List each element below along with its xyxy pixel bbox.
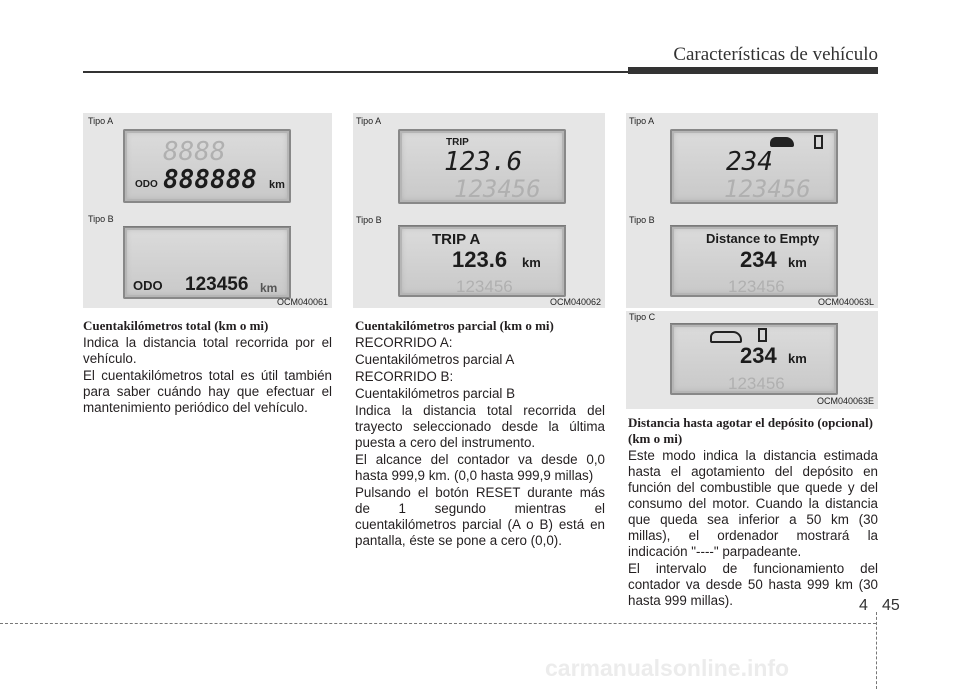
lcd-rule — [670, 225, 838, 226]
lcd-display — [670, 129, 838, 204]
section-heading: Cuentakilómetros total (km o mi) — [83, 318, 269, 333]
figure-odometer — [83, 113, 332, 308]
lcd-dte-digits: 234 — [740, 247, 777, 272]
footer-rule — [0, 623, 876, 624]
figure-label: Tipo A — [88, 116, 114, 126]
lcd-odo-label: ODO — [135, 179, 158, 190]
lcd-odo-label: ODO — [133, 278, 163, 293]
lcd-unit: km — [260, 281, 278, 295]
figure-code: OCM040063E — [816, 396, 874, 406]
paragraph: RECORRIDO A: — [355, 335, 453, 350]
section-title: Características de vehículo — [673, 44, 878, 65]
lcd-dte-digits: 234 — [726, 147, 773, 177]
figure-code: OCM040061 — [276, 297, 328, 307]
lcd-display — [398, 225, 566, 297]
column-distance-to-empty — [628, 415, 878, 610]
paragraph: Este modo indica la distancia estimada hasta el agotamiento del depósito en función del combustible que quede y del consumo del motor. Cuando la distancia que queda sea inferior a 50 km (30 millas), el ordenador mostrará la indicación "----" parpadeante. — [628, 448, 878, 559]
paragraph: Indica la distancia total recorrida por el vehículo. — [83, 335, 332, 366]
lcd-ghost-digits: 123456 — [456, 277, 513, 296]
lcd-ghost-digits: 8888 — [163, 137, 226, 167]
paragraph: Cuentakilómetros parcial B — [355, 386, 516, 401]
figure-trip — [353, 113, 605, 308]
fuel-pump-icon — [758, 328, 767, 342]
lcd-unit: km — [269, 179, 285, 191]
lcd-rule — [398, 225, 566, 226]
header-bar — [628, 67, 878, 74]
paragraph: El cuentakilómetros total es útil también para saber cuándo hay que efectuar el mantenimiento periódico del vehículo. — [83, 368, 332, 415]
figure-label: Tipo A — [629, 116, 655, 126]
lcd-trip-label: TRIP A — [432, 231, 481, 248]
lcd-unit: km — [522, 255, 541, 270]
fuel-pump-icon — [814, 135, 823, 149]
lcd-display — [123, 226, 291, 299]
figure-code: OCM040063L — [817, 297, 874, 307]
lcd-trip-label: TRIP — [446, 137, 469, 148]
lcd-rule — [670, 323, 838, 324]
watermark: carmanualsonline.info — [545, 655, 790, 681]
figure-label: Tipo A — [356, 116, 382, 126]
lcd-dte-digits: 234 — [740, 343, 777, 368]
paragraph: Indica la distancia total recorrida del trayecto seleccionado desde la última puesta a cero del instrumento. — [355, 403, 605, 450]
paragraph: Pulsando el botón RESET durante más de 1 segundo mientras el cuentakilómetros parcial (A o B) está en pantalla, éste se pone a cero (0,0). — [355, 485, 605, 548]
figure-code: OCM040062 — [549, 297, 601, 307]
column-trip — [355, 318, 605, 550]
lcd-display — [123, 129, 291, 203]
lcd-display — [670, 225, 838, 297]
lcd-unit: km — [788, 255, 807, 270]
lcd-display — [398, 129, 566, 204]
page-number: 45 — [882, 597, 900, 614]
lcd-ghost-digits: 123456 — [454, 175, 541, 203]
car-icon — [710, 331, 742, 343]
figure-label: Tipo B — [356, 215, 382, 225]
car-icon — [770, 137, 794, 147]
lcd-odo-digits: 123456 — [185, 274, 249, 295]
lcd-ghost-digits: 123456 — [728, 277, 785, 296]
figure-label: Tipo B — [629, 215, 655, 225]
footer-divider — [876, 612, 877, 689]
lcd-dte-label: Distance to Empty — [706, 231, 820, 246]
lcd-ghost-digits: 123456 — [728, 374, 785, 393]
header-rule — [83, 71, 628, 73]
paragraph: Cuentakilómetros parcial A — [355, 352, 515, 367]
lcd-trip-digits: 123.6 — [452, 247, 508, 272]
column-odometer — [83, 318, 332, 417]
lcd-unit: km — [788, 351, 807, 366]
section-heading: Distancia hasta agotar el depósito (opcional) (km o mi) — [628, 415, 873, 446]
lcd-display — [670, 323, 838, 395]
paragraph: RECORRIDO B: — [355, 369, 454, 384]
lcd-rule — [123, 226, 291, 227]
chapter-number: 4 — [859, 597, 868, 614]
lcd-trip-digits: 123.6 — [444, 147, 523, 177]
paragraph: El alcance del contador va desde 0,0 hasta 999,9 km. (0,0 hasta 999,9 millas) — [355, 452, 605, 483]
paragraph: El intervalo de funcionamiento del contador va desde 50 hasta 999 km (30 hasta 999 millas). — [628, 561, 878, 608]
figure-label: Tipo B — [88, 214, 114, 224]
figure-distance-to-empty — [626, 113, 878, 308]
figure-distance-to-empty-c — [626, 311, 878, 409]
section-heading: Cuentakilómetros parcial (km o mi) — [355, 318, 554, 333]
lcd-ghost-digits: 123456 — [724, 175, 811, 203]
lcd-odo-digits: 888888 — [163, 165, 257, 195]
figure-label: Tipo C — [629, 312, 656, 322]
